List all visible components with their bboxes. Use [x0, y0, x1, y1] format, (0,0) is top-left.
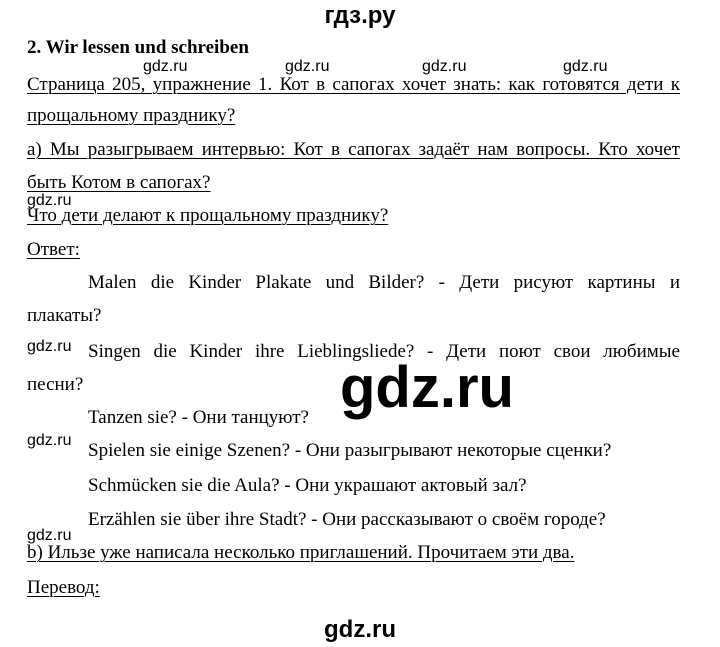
answer-line: Malen die Kinder Plakate und Bilder? - Дети рисуют картины и: [88, 272, 680, 293]
section-heading: 2. Wir lessen und schreiben: [27, 37, 249, 58]
watermark: gdz.ru: [422, 58, 467, 75]
footer-logo: gdz.ru: [324, 616, 396, 643]
answer-line: Schmücken sie die Aula? - Они украшают актовый зал?: [88, 475, 527, 496]
watermark: gdz.ru: [27, 338, 72, 355]
watermark: gdz.ru: [27, 432, 72, 449]
answer-line: песни?: [27, 374, 84, 395]
part-a-line-2: быть Котом в сапогах?: [27, 172, 211, 193]
translation-label: Перевод:: [27, 577, 100, 598]
answer-line: Singen die Kinder ihre Lieblingsliede? - Дети поют свои любимые: [88, 341, 680, 362]
answer-line: плакаты?: [27, 305, 102, 326]
answer-line: Erzählen sie über ihre Stadt? - Они рассказывают о своём городе?: [88, 509, 606, 530]
part-b-line: b) Ильзе уже написала несколько приглашений. Прочитаем эти два.: [27, 542, 575, 563]
watermark: gdz.ru: [27, 527, 72, 544]
site-title: гдз.ру: [324, 2, 396, 29]
answer-line: Spielen sie einige Szenen? - Они разыгрывают некоторые сценки?: [88, 440, 612, 461]
watermark: gdz.ru: [143, 58, 188, 75]
task-line-1: Страница 205, упражнение 1. Кот в сапогах хочет знать: как готовятся дети к: [27, 74, 680, 95]
task-line-2: прощальному празднику?: [27, 105, 236, 126]
watermark: gdz.ru: [285, 58, 330, 75]
answer-line: Tanzen sie? - Они танцуют?: [88, 407, 309, 428]
watermark: gdz.ru: [27, 192, 72, 209]
part-a-line-1: а) Мы разыгрываем интервью: Кот в сапогах задаёт нам вопросы. Кто хочет: [27, 139, 680, 160]
question-line: Что дети делают к прощальному празднику?: [27, 205, 389, 226]
watermark-large: gdz.ru: [340, 355, 514, 420]
watermark: gdz.ru: [563, 58, 608, 75]
answer-label: Ответ:: [27, 239, 80, 260]
